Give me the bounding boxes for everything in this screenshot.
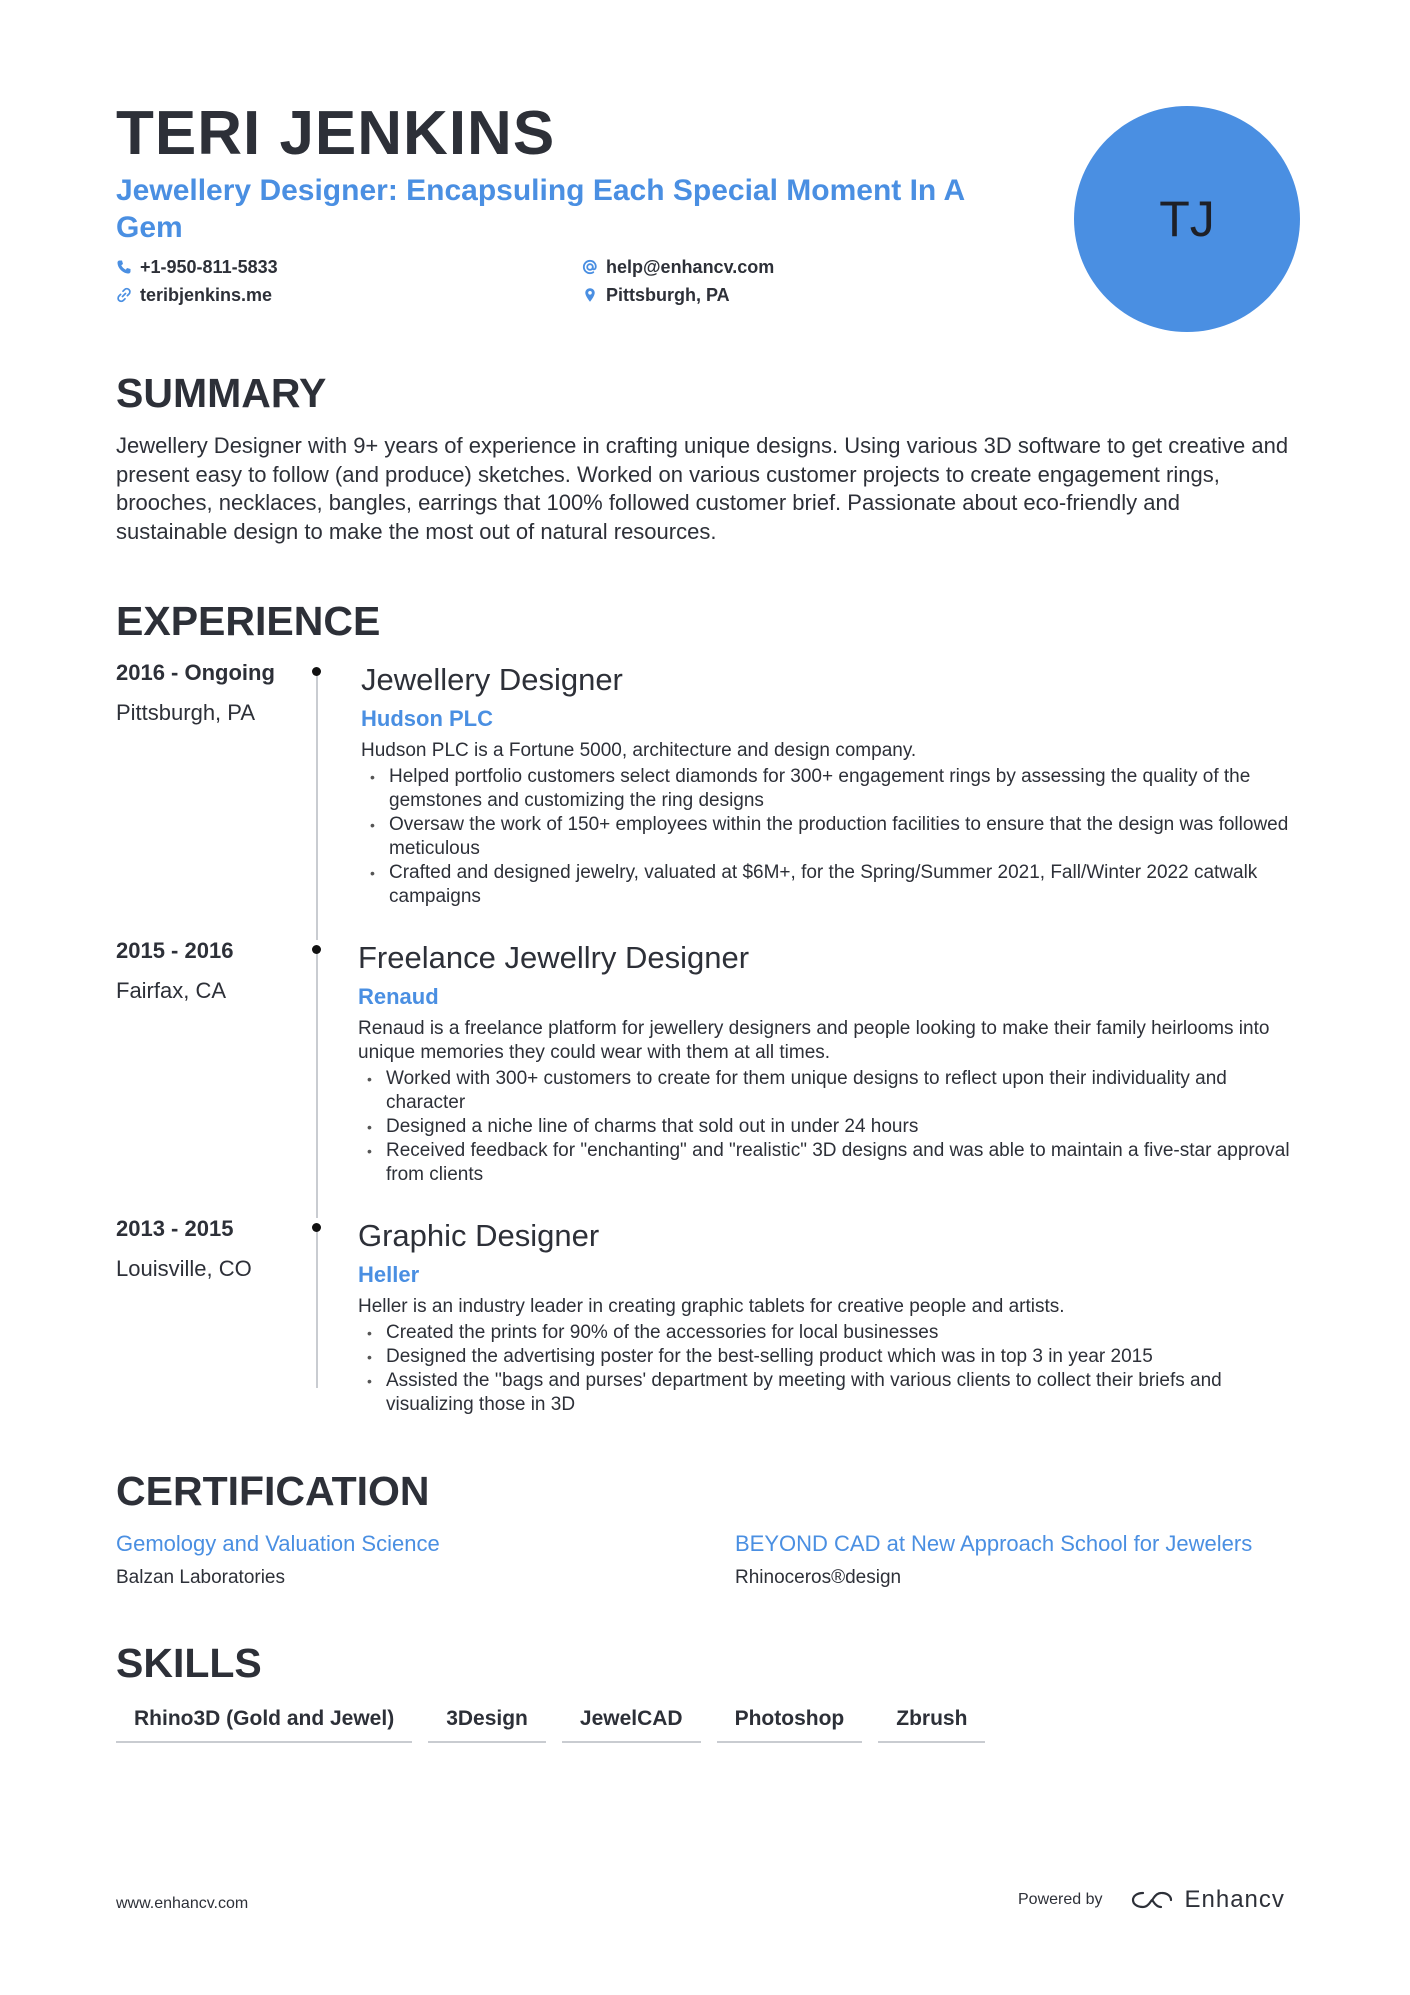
- location-text: Pittsburgh, PA: [606, 285, 730, 305]
- certification-heading: CERTIFICATION: [116, 1468, 430, 1514]
- experience-entry: [358, 939, 1298, 1187]
- timeline-dot: [312, 945, 321, 954]
- experience-bullets: [361, 765, 1301, 909]
- contact-website[interactable]: [116, 284, 272, 306]
- phone-icon: [116, 259, 132, 275]
- footer-website-link[interactable]: www.enhancv.com: [116, 1895, 249, 1912]
- timeline-dot: [312, 1223, 321, 1232]
- candidate-name: TERI JENKINS: [116, 99, 556, 168]
- powered-by-text: Powered by: [1018, 1891, 1103, 1908]
- phone-text: +1-950-811-5833: [140, 257, 278, 277]
- bullet-item: • Designed a niche line of charms that sold out in under 24 hours: [358, 1115, 1298, 1139]
- experience-bullets: [358, 1067, 1298, 1187]
- bullet-item: • Oversaw the work of 150+ employees within the production facilities to ensure that the design was followed meticulous: [361, 813, 1301, 861]
- skill-tag: JewelCAD: [562, 1706, 701, 1743]
- bullet-item: • Worked with 300+ customers to create for them unique designs to reflect upon their individuality and character: [358, 1067, 1298, 1115]
- timeline-line: [316, 672, 318, 940]
- skill-tag: Photoshop: [717, 1706, 863, 1743]
- bullet-item: • Received feedback for "enchanting" and "realistic" 3D designs and was able to maintain a five-star approval from clients: [358, 1139, 1298, 1187]
- experience-entry: [361, 661, 1301, 909]
- experience-dates: 2013 - 2015: [116, 1216, 234, 1241]
- experience-company: Hudson PLC: [361, 706, 493, 731]
- skill-tag: Zbrush: [878, 1706, 985, 1743]
- contact-email[interactable]: [582, 256, 774, 278]
- summary-text: Jewellery Designer with 9+ years of experience in crafting unique designs. Using various 3D software to get creative and present easy to follow (and produce) sketches. Worked on various customer projects to create engagement rings, brooches, necklaces, bangles, earrings that 100% followed customer brief. Passionate about eco-friendly and sustainable design to make the most out of natural resources.: [116, 433, 1289, 544]
- experience-location: Fairfax, CA: [116, 978, 227, 1003]
- experience-role: Graphic Designer: [358, 1218, 600, 1253]
- contact-phone[interactable]: [116, 256, 278, 278]
- experience-location: Louisville, CO: [116, 1256, 252, 1281]
- experience-company: Renaud: [358, 984, 439, 1009]
- email-text: help@enhancv.com: [606, 257, 775, 277]
- experience-role: Jewellery Designer: [361, 662, 623, 697]
- enhancv-logo-icon: [1129, 1888, 1175, 1912]
- summary-heading: SUMMARY: [116, 370, 327, 416]
- skill-tag: 3Design: [428, 1706, 546, 1743]
- bullet-item: • Created the prints for 90% of the accessories for local businesses: [358, 1321, 1298, 1345]
- contact-location: [582, 284, 730, 306]
- certification-entry: [735, 1530, 1252, 1590]
- experience-location: Pittsburgh, PA: [116, 700, 255, 725]
- experience-entry: [358, 1217, 1298, 1417]
- skills-heading: SKILLS: [116, 1640, 262, 1686]
- timeline-dot: [312, 667, 321, 676]
- experience-description: Hudson PLC is a Fortune 5000, architecture and design company.: [361, 740, 917, 761]
- certification-name: Gemology and Valuation Science: [116, 1531, 440, 1556]
- experience-dates: 2016 - Ongoing: [116, 660, 275, 685]
- certification-name: BEYOND CAD at New Approach School for Jewelers: [735, 1531, 1253, 1556]
- experience-bullets: [358, 1321, 1298, 1417]
- avatar-initials: TJ: [1159, 191, 1215, 247]
- bullet-item: • Crafted and designed jewelry, valuated at $6M+, for the Spring/Summer 2021, Fall/Winter 2022 catwalk campaigns: [361, 861, 1301, 909]
- candidate-tagline: Jewellery Designer: Encapsuling Each Special Moment In A Gem: [116, 174, 965, 244]
- brand-name: Enhancv: [1184, 1886, 1285, 1913]
- timeline-line: [316, 1228, 318, 1388]
- location-pin-icon: [582, 287, 598, 303]
- skill-tag: Rhino3D (Gold and Jewel): [116, 1706, 412, 1743]
- certification-issuer: Rhinoceros®design: [735, 1567, 902, 1588]
- experience-dates: 2015 - 2016: [116, 938, 234, 963]
- bullet-item: • Assisted the ''bags and purses' department by meeting with various clients to collect their briefs and visualizing those in 3D: [358, 1369, 1298, 1417]
- avatar: [1074, 106, 1300, 332]
- website-text: teribjenkins.me: [140, 285, 273, 305]
- bullet-item: • Designed the advertising poster for the best-selling product which was in top 3 in year 2015: [358, 1345, 1298, 1369]
- footer-branding[interactable]: [1018, 1886, 1285, 1914]
- experience-description: Renaud is a freelance platform for jewellery designers and people looking to make their family heirlooms into unique memories they could wear with them at all times.: [358, 1018, 1270, 1063]
- certification-issuer: Balzan Laboratories: [116, 1567, 285, 1588]
- link-icon: [116, 287, 132, 303]
- experience-company: Heller: [358, 1262, 420, 1287]
- skills-list: [116, 1706, 985, 1743]
- bullet-item: • Helped portfolio customers select diamonds for 300+ engagement rings by assessing the quality of the gemstones and customizing the ring designs: [361, 765, 1301, 813]
- certification-entry: [116, 1530, 440, 1590]
- at-icon: [582, 259, 598, 275]
- experience-description: Heller is an industry leader in creating graphic tablets for creative people and artists.: [358, 1296, 1065, 1317]
- experience-role: Freelance Jewellry Designer: [358, 940, 750, 975]
- experience-heading: EXPERIENCE: [116, 598, 381, 644]
- timeline-line: [316, 950, 318, 1218]
- brand-logo: [1129, 1886, 1285, 1914]
